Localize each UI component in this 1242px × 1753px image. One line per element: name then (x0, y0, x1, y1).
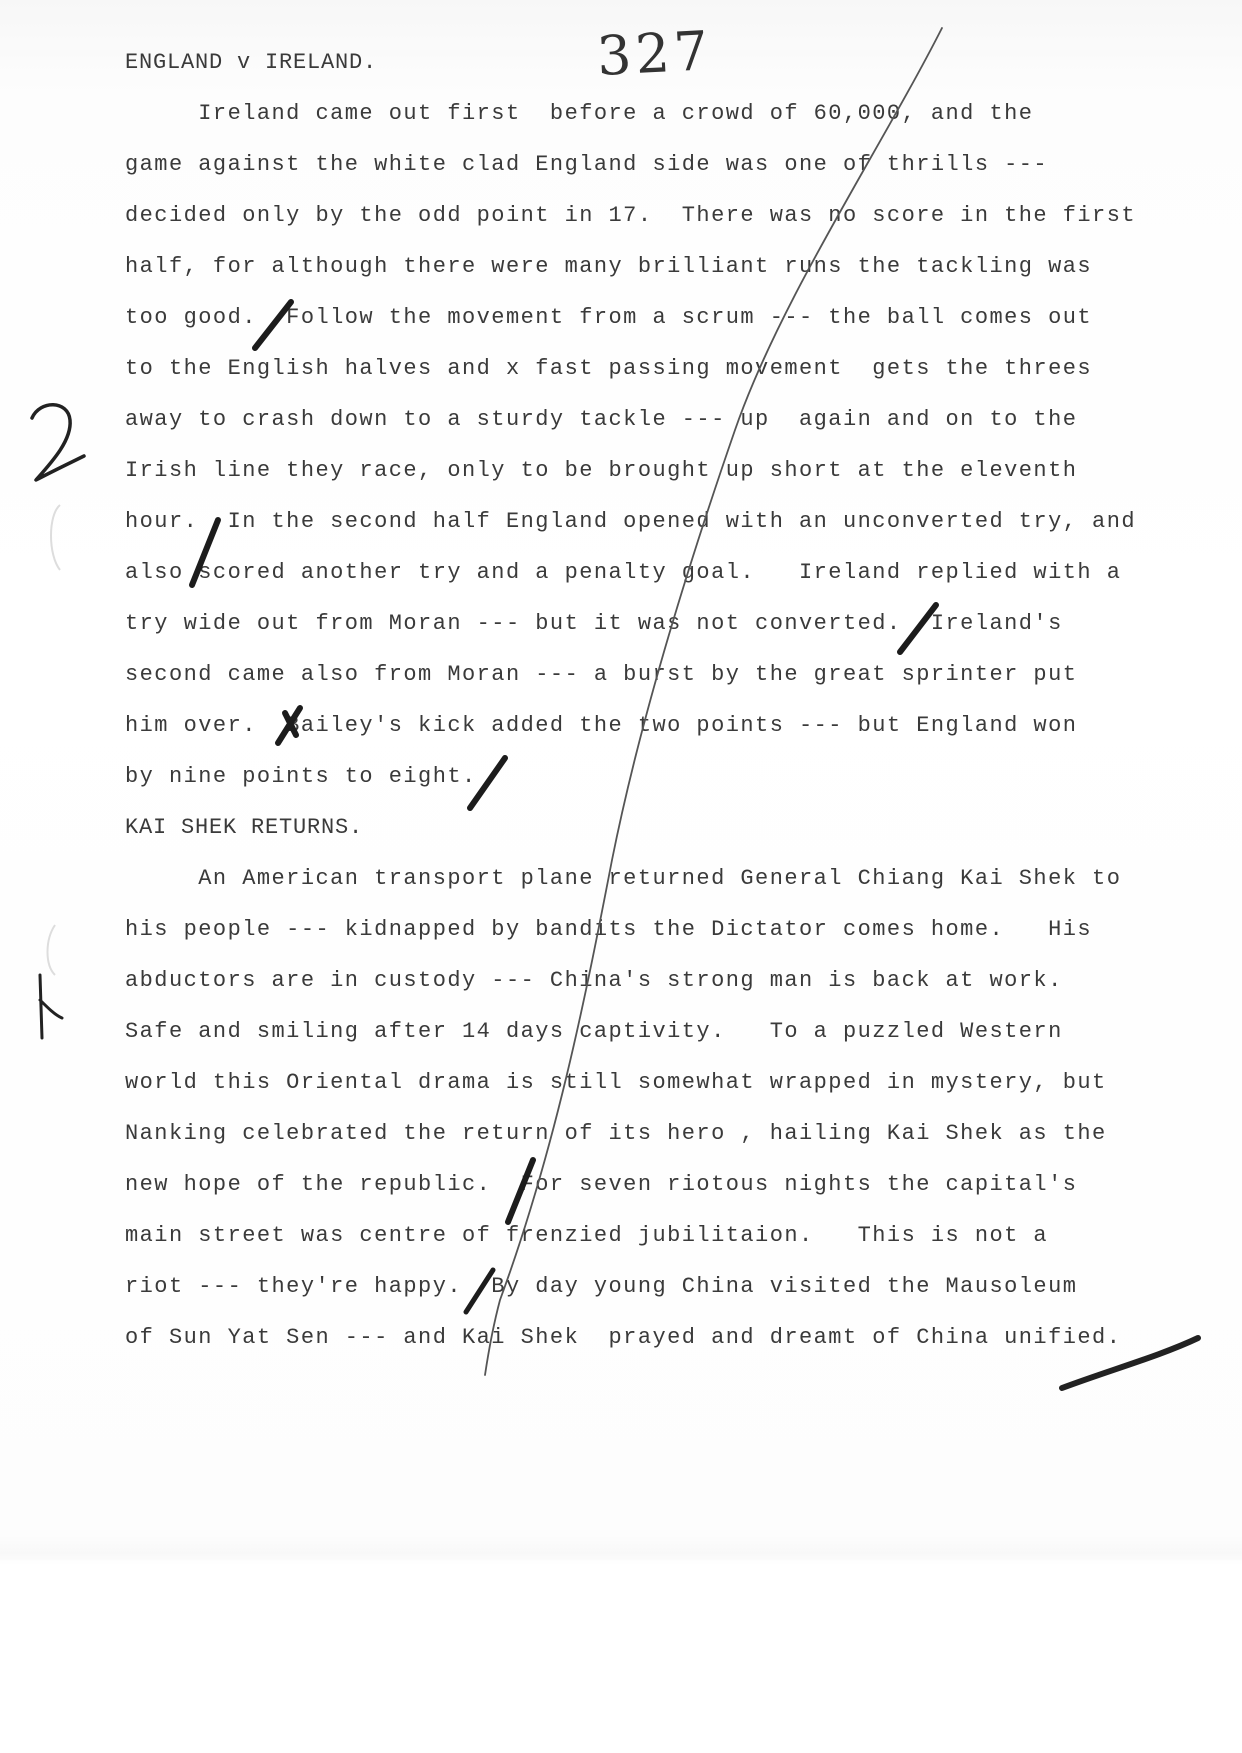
text-line: Nanking celebrated the return of its hero , hailing Kai Shek as the (125, 1121, 1107, 1146)
text-line: Ireland came out first before a crowd of 60,000, and the (125, 101, 1034, 126)
handwritten-page-number: 327 (595, 19, 714, 88)
text-line: half, for although there were many brilliant runs the tackling was (125, 254, 1093, 279)
text-line: abductors are in custody --- China's strong man is back at work. (125, 968, 1063, 993)
text-line: away to crash down to a sturdy tackle --- up again and on to the (125, 407, 1078, 432)
text-line: decided only by the odd point in 17. There was no score in the first (125, 203, 1136, 228)
text-line: new hope of the republic. For seven riotous nights the capital's (125, 1172, 1078, 1197)
text-line: Irish line they race, only to be brought up short at the eleventh (125, 458, 1078, 483)
text-line: main street was centre of frenzied jubilitaion. This is not a (125, 1223, 1049, 1248)
paper-edge-shadow (0, 1535, 1242, 1565)
text-line: to the English halves and x fast passing movement gets the threes (125, 356, 1093, 381)
text-line: his people --- kidnapped by bandits the Dictator comes home. His (125, 917, 1093, 942)
text-line: of Sun Yat Sen --- and Kai Shek prayed and dreamt of China unified. (125, 1325, 1122, 1350)
text-line: riot --- they're happy. By day young China visited the Mausoleum (125, 1274, 1078, 1299)
text-line: too good. Follow the movement from a scrum --- the ball comes out (125, 305, 1093, 330)
section-heading-kai-shek: KAI SHEK RETURNS. (125, 815, 364, 840)
text-line: by nine points to eight. (125, 764, 477, 789)
section-heading-england-ireland: ENGLAND v IRELAND. (125, 50, 378, 75)
text-line: An American transport plane returned General Chiang Kai Shek to (125, 866, 1122, 891)
text-line: game against the white clad England side was one of thrills --- (125, 152, 1049, 177)
text-line: also scored another try and a penalty goal. Ireland replied with a (125, 560, 1122, 585)
text-line: hour. In the second half England opened with an unconverted try, and (125, 509, 1136, 534)
text-line: Safe and smiling after 14 days captivity. To a puzzled Western (125, 1019, 1063, 1044)
text-line: him over. Bailey's kick added the two points --- but England won (125, 713, 1078, 738)
text-line: second came also from Moran --- a burst by the great sprinter put (125, 662, 1078, 687)
text-line: try wide out from Moran --- but it was not converted. Ireland's (125, 611, 1063, 636)
text-line: world this Oriental drama is still somewhat wrapped in mystery, but (125, 1070, 1107, 1095)
